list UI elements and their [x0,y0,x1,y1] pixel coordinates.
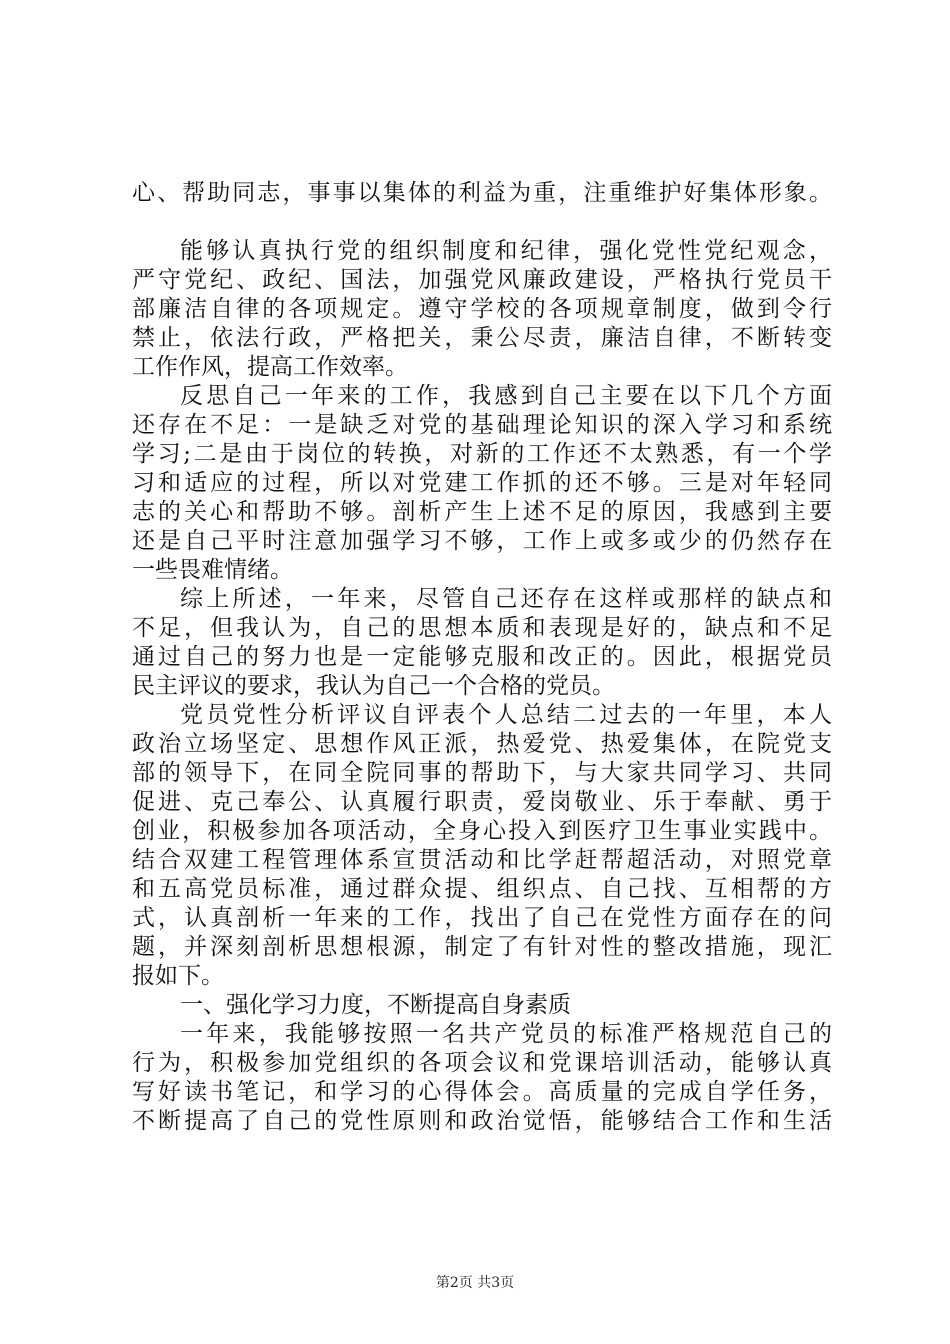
text-line: 习和适应的过程，所以对党建工作抓的还不够。三是对年轻同 [132,470,832,496]
text-line: 写好读书笔记，和学习的心得体会。高质量的完成自学任务， [132,1079,832,1105]
text-line: 能够认真执行党的组织制度和纪律，强化党性党纪观念， [180,238,832,264]
text-line: 心、帮助同志，事事以集体的利益为重，注重维护好集体形象。 [132,180,832,206]
text-line: 反思自己一年来的工作，我感到自己主要在以下几个方面 [180,383,832,409]
text-line: 民主评议的要求，我认为自己一个合格的党员。 [132,673,615,699]
text-line: 部的领导下，在同全院同事的帮助下，与大家共同学习、共同 [132,760,832,786]
text-line: 政治立场坚定、思想作风正派，热爱党、热爱集体，在院党支 [132,731,832,757]
text-line: 还存在不足：一是缺乏对党的基础理论知识的深入学习和系统 [132,412,832,438]
text-line: 志的关心和帮助不够。剖析产生上述不足的原因，我感到主要 [132,499,832,525]
text-line: 综上所述，一年来，尽管自己还存在这样或那样的缺点和 [180,586,832,612]
text-line: 严守党纪、政纪、国法，加强党风廉政建设，严格执行党员干 [132,267,832,293]
page-number-footer: 第2页 共3页 [435,1275,515,1291]
section-heading: 一、强化学习力度，不断提高自身素质 [180,992,571,1018]
text-line: 通过自己的努力也是一定能够克服和改正的。因此，根据党员 [132,644,832,670]
text-line: 一年来，我能够按照一名共产党员的标准严格规范自己的 [180,1021,832,1047]
text-line: 学习;二是由于岗位的转换，对新的工作还不太熟悉，有一个学 [132,441,832,467]
text-line: 创业，积极参加各项活动，全身心投入到医疗卫生事业实践中。 [132,818,832,844]
text-line: 还是自己平时注意加强学习不够，工作上或多或少的仍然存在 [132,528,832,554]
text-line: 报如下。 [132,963,224,989]
text-line: 和五高党员标准，通过群众提、组织点、自己找、互相帮的方 [132,876,832,902]
text-line: 题，并深刻剖析思想根源，制定了有针对性的整改措施，现汇 [132,934,832,960]
text-line: 行为，积极参加党组织的各项会议和党课培训活动，能够认真 [132,1050,832,1076]
text-line: 不足，但我认为，自己的思想本质和表现是好的，缺点和不足 [132,615,832,641]
text-line: 工作作风，提高工作效率。 [132,354,408,380]
text-line: 结合双建工程管理体系宣贯活动和比学赶帮超活动，对照党章 [132,847,832,873]
text-line: 禁止，依法行政，严格把关，秉公尽责，廉洁自律，不断转变 [132,325,832,351]
text-line: 式，认真剖析一年来的工作，找出了自己在党性方面存在的问 [132,905,832,931]
text-line: 不断提高了自己的党性原则和政治觉悟，能够结合工作和生活 [132,1108,832,1134]
text-line: 促进、克己奉公、认真履行职责，爱岗敬业、乐于奉献、勇于 [132,789,832,815]
text-line: 一些畏难情绪。 [132,557,293,583]
text-line: 党员党性分析评议自评表个人总结二过去的一年里，本人 [180,702,832,728]
text-line: 部廉洁自律的各项规定。遵守学校的各项规章制度，做到令行 [132,296,832,322]
